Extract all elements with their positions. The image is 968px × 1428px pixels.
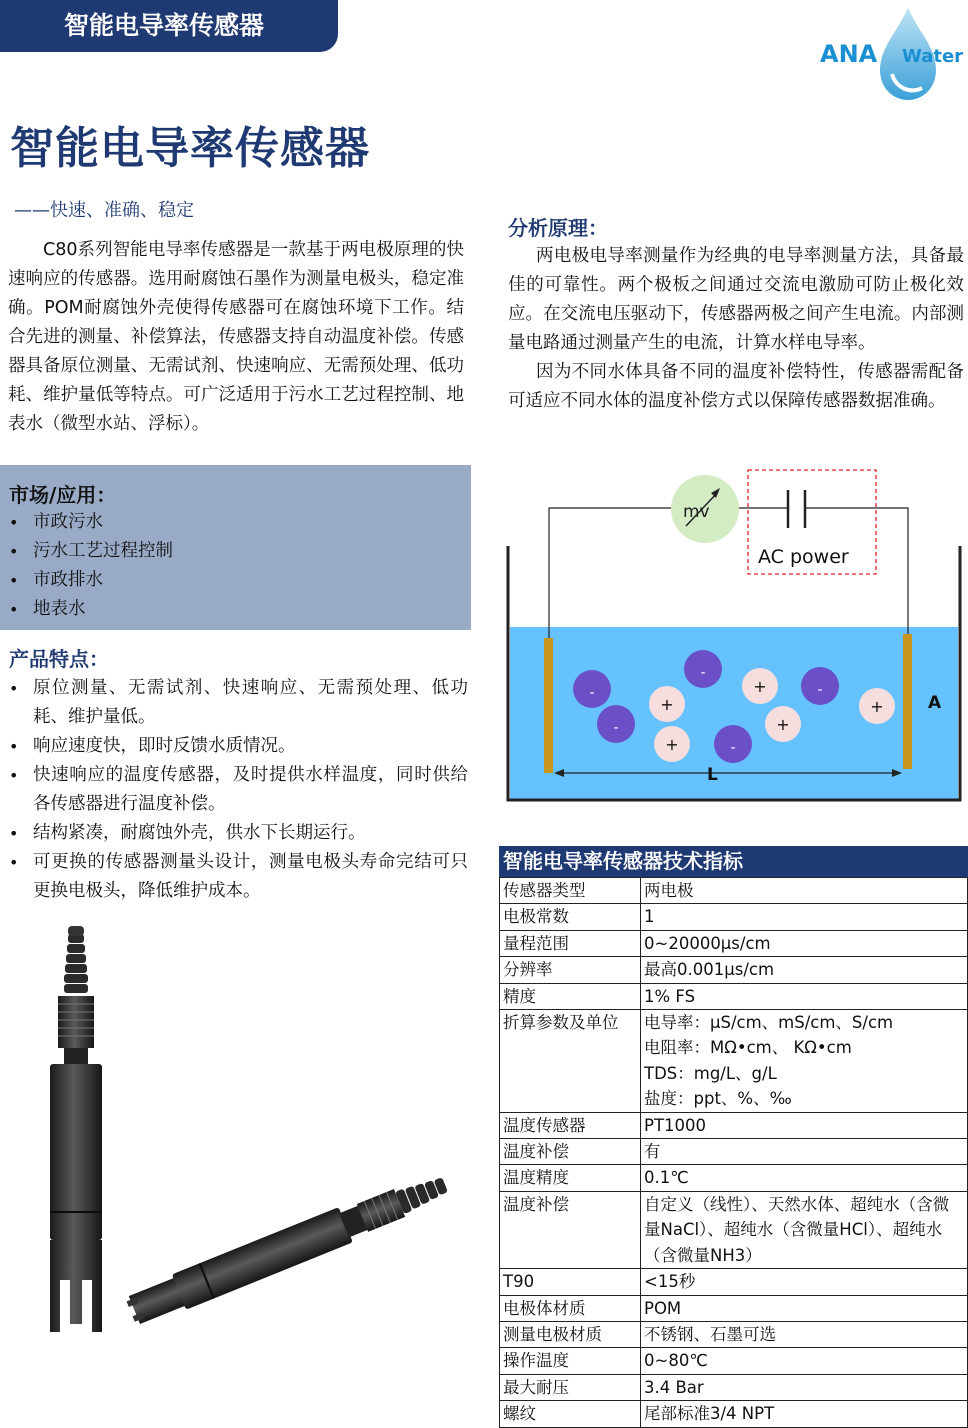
spec-key: 温度补偿 [500,1191,641,1268]
list-item: • 市政污水 [0,508,468,537]
market-list [0,508,468,624]
spec-value-line: 尾部标准3/4 NPT [644,1404,775,1424]
spec-value [641,1295,968,1321]
spec-key: 电极常数 [500,904,641,930]
features-list [0,674,468,906]
principle-paragraph-2: 因为不同水体具备不同的温度补偿特性，传感器需配备可适应不同水体的温度补偿方式以保障传感器数据准确。 [508,362,964,411]
spec-key: 温度补偿 [500,1139,641,1165]
cation-sign: + [870,697,884,716]
spec-value-line: 电导率：μS/cm、mS/cm、S/cm [644,1013,894,1033]
table-row [500,1321,968,1347]
spec-value-line: 两电极 [644,881,694,900]
spec-key: 螺纹 [500,1401,641,1427]
table-row [500,1374,968,1400]
principle-text [508,242,964,416]
spec-value [641,1321,968,1347]
list-item: • 污水工艺过程控制 [0,537,468,566]
table-row [500,957,968,983]
logo-text-left: ANA [820,40,878,68]
wire-left [549,508,685,642]
spec-key: 测量电极材质 [500,1321,641,1347]
spec-value [641,904,968,930]
spec-value [641,1374,968,1400]
list-item: • 可更换的传感器测量头设计，测量电极头寿命完结可只更换电极头，降低维护成本。 [0,848,468,906]
list-item: • 市政排水 [0,566,468,595]
table-row [500,1295,968,1321]
area-label: A [928,693,942,713]
spec-key: 温度精度 [500,1165,641,1191]
sensor-vertical [50,926,102,1332]
page-title: 智能电导率传感器 [10,123,370,174]
spec-key: 精度 [500,983,641,1009]
table-row [500,1139,968,1165]
spec-value-line: 不锈钢、石墨可选 [644,1324,776,1344]
list-item: • 原位测量、无需试剂、快速响应、无需预处理、低功耗、维护量低。 [0,674,468,732]
spec-value-line: 1 [644,907,655,927]
spec-value [641,1401,968,1427]
spec-value-line: 自定义（线性）、天然水体、超纯水（含微量NaCl）、超纯水（含微量HCl）、超纯水（含微量NH3） [644,1194,950,1265]
spec-value [641,983,968,1009]
spec-key: 电极体材质 [500,1295,641,1321]
spec-value-line: 有 [644,1142,661,1162]
table-row [500,1348,968,1374]
list-item: • 响应速度快，即时反馈水质情况。 [0,732,468,761]
spec-key: T90 [500,1269,641,1295]
spec-key: 分辨率 [500,957,641,983]
spec-value-line: 盐度：ppt、%、‰ [644,1089,792,1109]
spec-value [641,1010,968,1113]
spec-value [641,1165,968,1191]
sensor-product-image [30,920,480,1360]
table-row [500,1165,968,1191]
principle-paragraph-1: 两电极电导率测量作为经典的电导率测量方法，具备最佳的可靠性。两个极板之间通过交流电激励可防止极化效应。在交流电压驱动下，传感器两极之间产生电流。内部测量电路通过测量产生的电流，计算水样电导率。 [508,246,964,353]
spec-key: 量程范围 [500,930,641,956]
spec-value-line: 最高0.001μs/cm [644,960,775,980]
anion-sign: - [589,685,595,701]
spec-value-line: 电阻率：MΩ•cm、 KΩ•cm [644,1038,852,1058]
logo-text-right: Water [902,46,964,67]
spec-value-line: 0~20000μs/cm [644,933,771,953]
spec-value [641,930,968,956]
spec-table-title: 智能电导率传感器技术指标 [499,846,968,877]
ana-water-logo [818,4,968,104]
electrode-right [903,634,912,769]
spec-value [641,878,968,904]
power-label: AC power [758,546,849,568]
spec-value-line: <15秒 [644,1272,696,1292]
market-title: 市场/应用： [9,483,117,507]
cation-sign: + [660,695,674,714]
meter-label: mv [683,502,710,522]
spec-value [641,1269,968,1295]
list-item: • 地表水 [0,595,468,624]
list-item: • 结构紧凑，耐腐蚀外壳，供水下长期运行。 [0,819,468,848]
spec-key: 折算参数及单位 [500,1010,641,1113]
table-row [500,1269,968,1295]
page-subtitle: ——快速、准确、稳定 [14,200,194,221]
spec-value-line: 3.4 Bar [644,1377,704,1397]
intro-paragraph: C80系列智能电导率传感器是一款基于两电极原理的快速响应的传感器。选用耐腐蚀石墨作为测量电极头，稳定准确。POM耐腐蚀外壳使得传感器可在腐蚀环境下工作。结合先进的测量、补偿算法，传感器支持自动温度补偿。传感器具备原位测量、无需试剂、快速响应、无需预处理、低功耗、维护量低等特点。可广泛适用于污水工艺过程控制、地表水（微型水站、浮标）。 [8,240,464,434]
table-row [500,930,968,956]
spec-value [641,1191,968,1268]
spec-key: 温度传感器 [500,1112,641,1138]
table-row [500,1401,968,1427]
spec-value [641,1112,968,1138]
anion-sign: - [730,740,736,756]
anion-sign: - [613,720,619,736]
anion-sign: - [700,665,706,681]
spec-value [641,957,968,983]
table-row [500,1010,968,1113]
spec-value-line: PT1000 [644,1115,707,1135]
table-row [500,1191,968,1268]
cation-sign: + [776,715,790,734]
spec-value [641,1348,968,1374]
cation-sign: + [665,735,679,754]
spec-value-line: 0.1℃ [644,1168,689,1188]
wire-mid [738,508,908,642]
list-item: • 快速响应的温度传感器，及时提供水样温度，同时供给各传感器进行温度补偿。 [0,761,468,819]
cation-sign: + [753,677,767,696]
table-row [500,1112,968,1138]
principle-title: 分析原理： [508,216,608,240]
sensor-tilted [124,1167,453,1329]
table-row [500,878,968,904]
spec-value [641,1139,968,1165]
anion-sign: - [817,682,823,698]
header-tab: 智能电导率传感器 [0,0,338,52]
electrode-left [544,638,553,773]
spec-value-line: TDS：mg/L、g/L [644,1063,777,1083]
length-label: L [707,765,718,785]
spec-table [499,877,968,1428]
spec-value-line: 1% FS [644,986,696,1006]
spec-key: 传感器类型 [500,878,641,904]
spec-value-line: POM [644,1298,682,1318]
spec-key: 最大耐压 [500,1374,641,1400]
spec-key: 操作温度 [500,1348,641,1374]
spec-value-line: 0~80℃ [644,1351,708,1371]
table-row [500,983,968,1009]
features-title: 产品特点： [9,647,109,671]
conductivity-diagram [500,462,968,812]
table-row [500,904,968,930]
